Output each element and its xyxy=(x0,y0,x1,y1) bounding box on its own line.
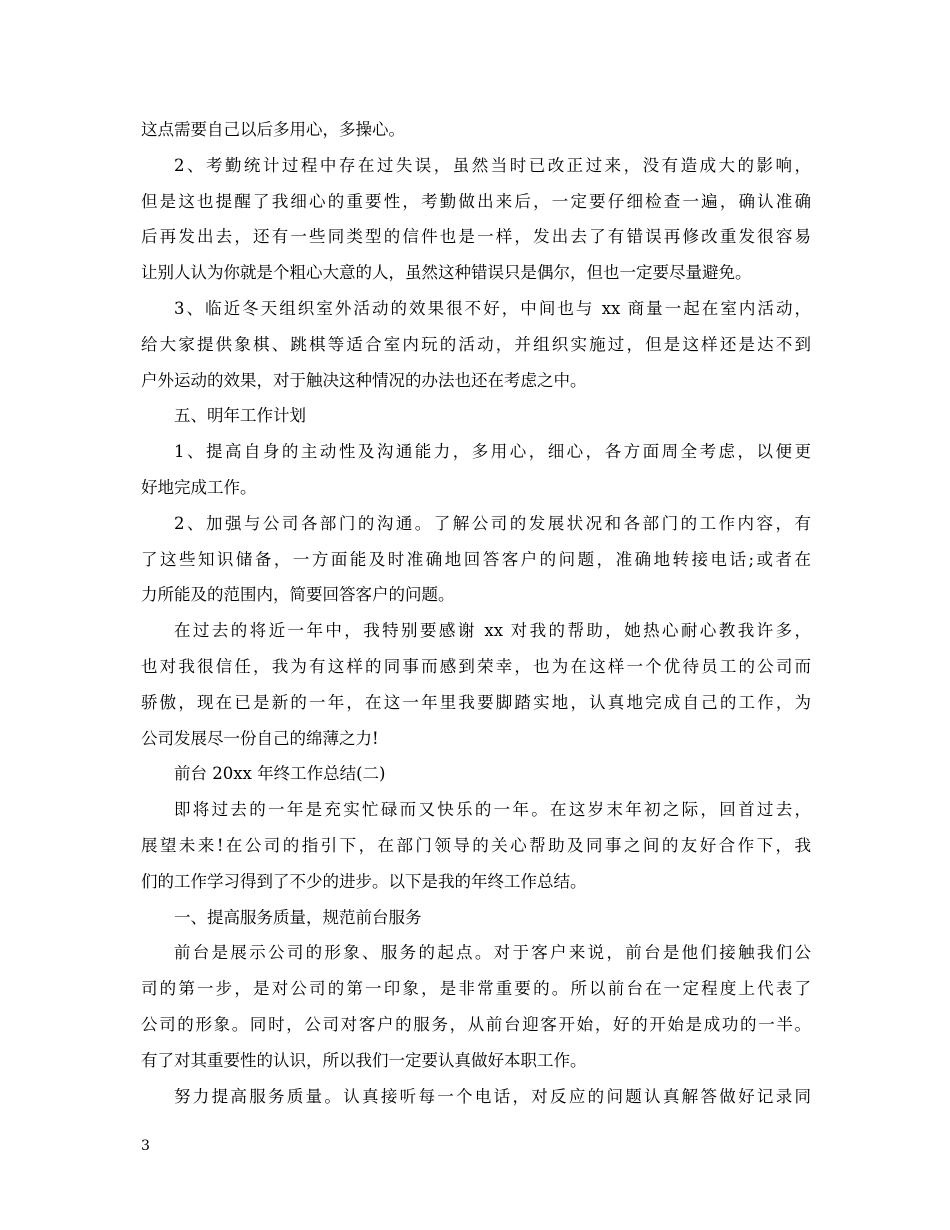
text-line: 2、加强与公司各部门的沟通。了解公司的发展状况和各部门的工作内容，有 xyxy=(174,513,811,533)
text-line: 公司发展尽一份自己的绵薄之力! xyxy=(141,728,379,748)
text-line: 展望未来!在公司的指引下，在部门领导的关心帮助及同事之间的友好合作下，我 xyxy=(141,835,811,855)
text-line: 公司的形象。同时，公司对客户的服务，从前台迎客开始，好的开始是成功的一半。 xyxy=(141,1014,811,1034)
text-line: 前台 20xx 年终工作总结(二) xyxy=(174,764,386,784)
text-line: 努力提高服务质量。认真接听每一个电话，对反应的问题认真解答做好记录同 xyxy=(174,1086,811,1106)
text-line: 五、明年工作计划 xyxy=(174,406,306,426)
text-line: 3、临近冬天组织室外活动的效果很不好，中间也与 xx 商量一起在室内活动， xyxy=(174,298,811,318)
text-line: 1、提高自身的主动性及沟通能力，多用心，细心，各方面周全考虑，以便更 xyxy=(174,442,811,462)
text-line: 了这些知识储备，一方面能及时准确地回答客户的问题，准确地转接电话;或者在 xyxy=(141,549,811,569)
text-line: 有了对其重要性的认识，所以我们一定要认真做好本职工作。 xyxy=(141,1050,587,1070)
text-line: 司的第一步，是对公司的第一印象，是非常重要的。所以前台在一定程度上代表了 xyxy=(141,979,811,999)
body-text xyxy=(141,112,811,1114)
text-line: 一、提高服务质量，规范前台服务 xyxy=(174,907,422,927)
text-line: 好地完成工作。 xyxy=(141,477,257,497)
text-line: 但是这也提醒了我细心的重要性，考勤做出来后，一定要仔细检查一遍，确认准确 xyxy=(141,191,811,211)
text-line: 在过去的将近一年中，我特别要感谢 xx 对我的帮助，她热心耐心教我许多， xyxy=(174,621,811,641)
text-line: 即将过去的一年是充实忙碌而又快乐的一年。在这岁末年初之际，回首过去， xyxy=(174,800,811,820)
text-line: 2、考勤统计过程中存在过失误，虽然当时已改正过来，没有造成大的影响， xyxy=(174,155,811,175)
text-line: 后再发出去，还有一些同类型的信件也是一样，发出去了有错误再修改重发很容易 xyxy=(141,227,811,247)
text-line: 这点需要自己以后多用心，多操心。 xyxy=(141,120,405,139)
text-line: 给大家提供象棋、跳棋等适合室内玩的活动，并组织实施过，但是这样还是达不到 xyxy=(141,334,811,354)
text-line: 骄傲，现在已是新的一年，在这一年里我要脚踏实地，认真地完成自己的工作，为 xyxy=(141,692,811,712)
page-number: 3 xyxy=(141,1138,150,1154)
text-line: 让别人认为你就是个粗心大意的人，虽然这种错误只是偶尔，但也一定要尽量避免。 xyxy=(141,263,752,283)
text-line: 户外运动的效果，对于触决这种情况的办法也还在考虑之中。 xyxy=(141,370,587,390)
text-line: 们的工作学习得到了不少的进步。以下是我的年终工作总结。 xyxy=(141,871,587,891)
text-line: 力所能及的范围内，简要回答客户的问题。 xyxy=(141,585,455,605)
text-line: 前台是展示公司的形象、服务的起点。对于客户来说，前台是他们接触我们公 xyxy=(174,943,811,963)
text-line: 也对我很信任，我为有这样的同事而感到荣幸，也为在这样一个优待员工的公司而 xyxy=(141,656,811,676)
